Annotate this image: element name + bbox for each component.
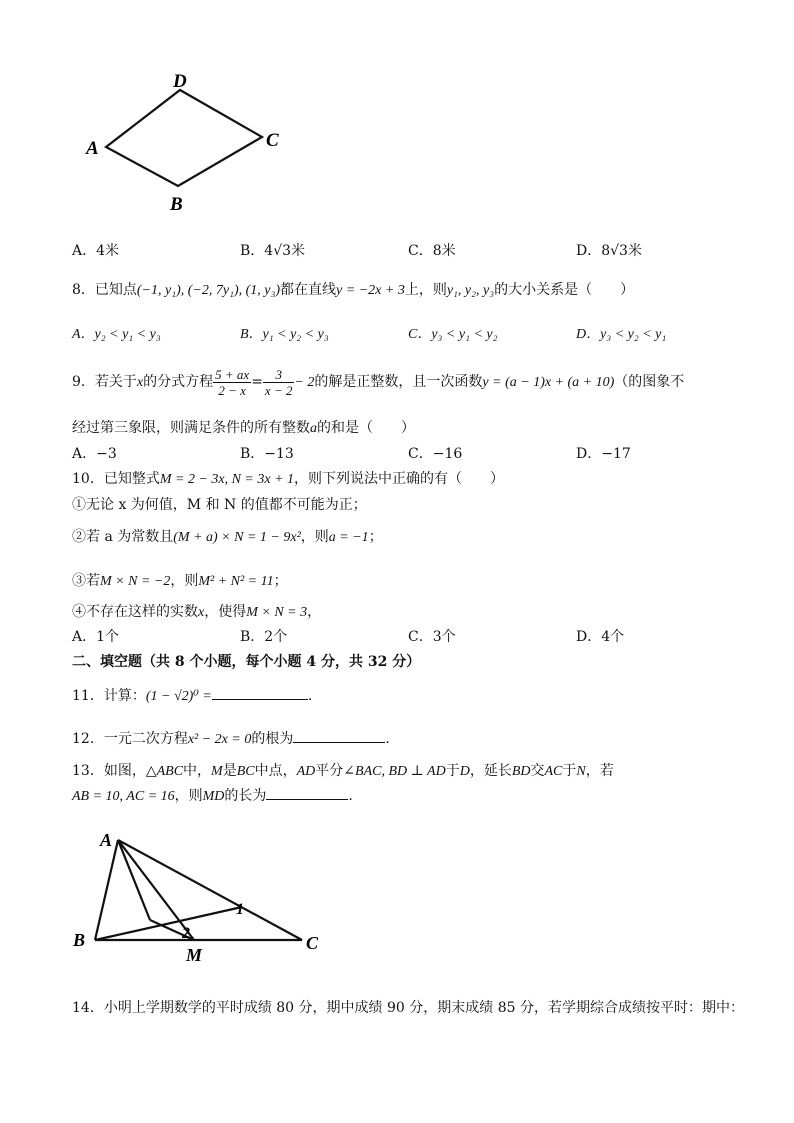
q13-tri: △ABC: [145, 764, 184, 779]
q10-s3b: M × N = −2: [100, 574, 171, 589]
q13-t2: 是: [222, 763, 237, 779]
rhombus-figure: [80, 62, 300, 222]
q8-option-a[interactable]: A．y₂ < y₁ < y₃: [72, 327, 161, 342]
q9-fraction-1: [213, 367, 251, 398]
q10-option-a[interactable]: A．1个: [72, 629, 120, 645]
q12-pre: 12．一元二次方程: [72, 731, 188, 747]
q13-t1: 中，: [183, 763, 212, 779]
q10-stem: [72, 468, 504, 488]
q8-tail: 上，则: [404, 282, 447, 298]
q9-pre: 9．若关于: [72, 374, 137, 390]
q8-num: 8．已知点: [72, 282, 137, 298]
q12-end: .: [385, 731, 390, 747]
q10-s2c: ，则: [300, 529, 329, 545]
q9-func: y = (a − 1)x + (a + 10): [482, 375, 615, 390]
q7-option-b[interactable]: [240, 240, 305, 260]
q10-s4a: ④不存在这样的实数: [72, 604, 198, 620]
q10-post: ，则下列说法中正确的有（ ）: [294, 471, 505, 487]
edge-ab: [95, 840, 118, 940]
edge-ac: [118, 840, 302, 940]
q10-statement-1: ①无论 x 为何值，M 和 N 的值都不可能为正；: [72, 497, 367, 513]
q9-frac2-den: x − 2: [264, 382, 293, 398]
q13-bc: BC: [236, 764, 255, 779]
q11-expr: (1 − √2)⁰ =: [145, 689, 212, 704]
q11-answer-blank[interactable]: [212, 685, 308, 700]
q12-expr: x² − 2x = 0: [187, 732, 252, 747]
q9-fraction-2: [263, 367, 295, 398]
q9-frac1-den: 2 − x: [218, 382, 246, 398]
q7-d-sqrt: √3米: [610, 243, 642, 259]
q8-mid: 都在直线: [280, 282, 337, 298]
q10-s4d: M × N = 3: [246, 605, 308, 620]
q13-t8: 于: [562, 763, 577, 779]
q13-t3: 中点，: [254, 763, 297, 779]
q9-option-c[interactable]: C．−16: [408, 446, 463, 462]
triangle-figure: [70, 828, 335, 973]
q10-s3c: ，则: [170, 573, 199, 589]
q9-eq: =: [251, 374, 263, 390]
q11-pre: 11．计算：: [72, 688, 146, 704]
q10-s4c: ，使得: [204, 604, 247, 620]
q12-post: 的根为: [251, 731, 294, 747]
q10-option-b[interactable]: B．2个: [240, 629, 288, 645]
q13-ad: AD: [296, 764, 316, 779]
label-d: D: [173, 71, 187, 92]
q7-option-d[interactable]: [576, 240, 642, 260]
label-c: C: [266, 130, 279, 151]
q7-b-sqrt: √3米: [273, 243, 306, 259]
q12-answer-blank[interactable]: [293, 728, 385, 743]
q12: [72, 728, 390, 748]
q13-m: M: [211, 764, 223, 779]
q9-minus2: − 2: [294, 375, 315, 390]
q9-stem-line2: [72, 417, 415, 437]
q13-end: .: [348, 788, 353, 804]
q13-bd: BD: [511, 764, 531, 779]
q10-statement-4: [72, 601, 321, 621]
q10-pre: 10．已知整式: [72, 471, 160, 487]
q8-option-d[interactable]: D．y₃ < y₂ < y₁: [576, 327, 667, 342]
q13-n: N: [576, 764, 586, 779]
label-d-mark: 2: [182, 925, 190, 942]
q10-s2d: a = −1: [328, 530, 369, 545]
q10-s4b: x: [198, 605, 205, 620]
label-m: M: [186, 945, 203, 965]
q9-line2end: 的和是（ ）: [317, 420, 415, 436]
label-b: B: [170, 194, 183, 215]
q10-statement-2: [72, 526, 383, 546]
rhombus-shape: [106, 90, 262, 186]
segment-bn: [95, 907, 242, 940]
q9-post: 的解是正整数，且一次函数: [314, 374, 483, 390]
q13-t7: 交: [530, 763, 545, 779]
q9-mid: 的分式方程: [143, 374, 214, 390]
label-b2: B: [73, 930, 86, 950]
q8-end: 的大小关系是（ ）: [494, 282, 635, 298]
q10-s3a: ③若: [72, 573, 100, 589]
q7-d-text: D．8: [576, 243, 611, 259]
q9-x: x: [136, 375, 144, 390]
q9-line2: 经过第三象限，则满足条件的所有整数: [72, 420, 310, 436]
q8-option-b[interactable]: B．y₁ < y₂ < y₃: [240, 327, 329, 342]
q10-s4e: ，: [307, 604, 322, 620]
q13-line1: [72, 760, 614, 780]
q8-line: y = −2x + 3: [336, 283, 405, 298]
q9-stem-line1: [72, 364, 684, 401]
q9-option-d[interactable]: D．−17: [576, 446, 631, 462]
q13-line2: [72, 785, 353, 805]
q10-s2b: (M + a) × N = 1 − 9x²: [173, 530, 301, 545]
q13-answer-blank[interactable]: [266, 785, 348, 800]
segment-ad: [118, 840, 150, 920]
q13-l2b: ，则: [174, 788, 203, 804]
q10-option-c[interactable]: C．3个: [408, 629, 456, 645]
q10-expr: M = 2 − 3x, N = 3x + 1: [159, 472, 295, 487]
label-a2: A: [100, 830, 113, 850]
q13-d: D: [459, 764, 470, 779]
q13-pre: 13．如图，: [72, 763, 146, 779]
q7-b-text: B．4: [240, 243, 274, 259]
q10-statement-3: [72, 570, 288, 590]
q10-s3e: ；: [273, 573, 288, 589]
q8-stem: [72, 279, 634, 299]
q9-option-a[interactable]: A．−3: [72, 446, 117, 462]
q9-frac1-num: 5 + ax: [215, 366, 250, 382]
label-c2: C: [306, 933, 319, 953]
q13-l2a: AB = 10, AC = 16: [72, 789, 175, 804]
q10-s3d: M² + N² = 11: [198, 574, 274, 589]
q11-end: .: [307, 688, 313, 704]
q9-frac2-num: 3: [263, 367, 295, 383]
q13-t9: ，若: [585, 763, 614, 779]
q14: 14．小明上学期数学的平时成绩 80 分，期中成绩 90 分，期末成绩 85 分，若学期综合成绩按平时：期中：: [72, 1000, 744, 1016]
q13-md: MD: [202, 789, 225, 804]
q13-ac: AC: [544, 764, 563, 779]
q13-t6: ，延长: [469, 763, 512, 779]
q13-l2c: 的长为: [224, 788, 267, 804]
q8-option-c[interactable]: C．y₃ < y₁ < y₂: [408, 327, 498, 342]
q13-cond: ∠BAC, BD ⊥ AD: [343, 764, 446, 779]
q13-t5: 于: [445, 763, 460, 779]
q7-option-c[interactable]: C．8米: [408, 243, 456, 259]
q10-s2a: ②若 a 为常数且: [72, 529, 174, 545]
q11: [72, 685, 312, 705]
q8-vars: y₁, y₂, y₃: [446, 283, 495, 298]
q7-option-a[interactable]: A．4米: [72, 243, 120, 259]
label-n-mark: 1: [236, 901, 244, 918]
q10-s2e: ；: [368, 529, 383, 545]
label-a: A: [86, 138, 99, 159]
q9-a: a: [310, 421, 317, 436]
q9-option-b[interactable]: B．−13: [240, 446, 294, 462]
section-heading: 二、填空题（共 8 个小题，每个小题 4 分，共 32 分）: [72, 654, 421, 670]
q8-points: (−1, y₁), (−2, 7y₁), (1, y₃): [136, 283, 281, 298]
q10-option-d[interactable]: D．4个: [576, 629, 625, 645]
q13-t4: 平分: [315, 763, 344, 779]
q9-tail: （的图象不: [614, 374, 685, 390]
